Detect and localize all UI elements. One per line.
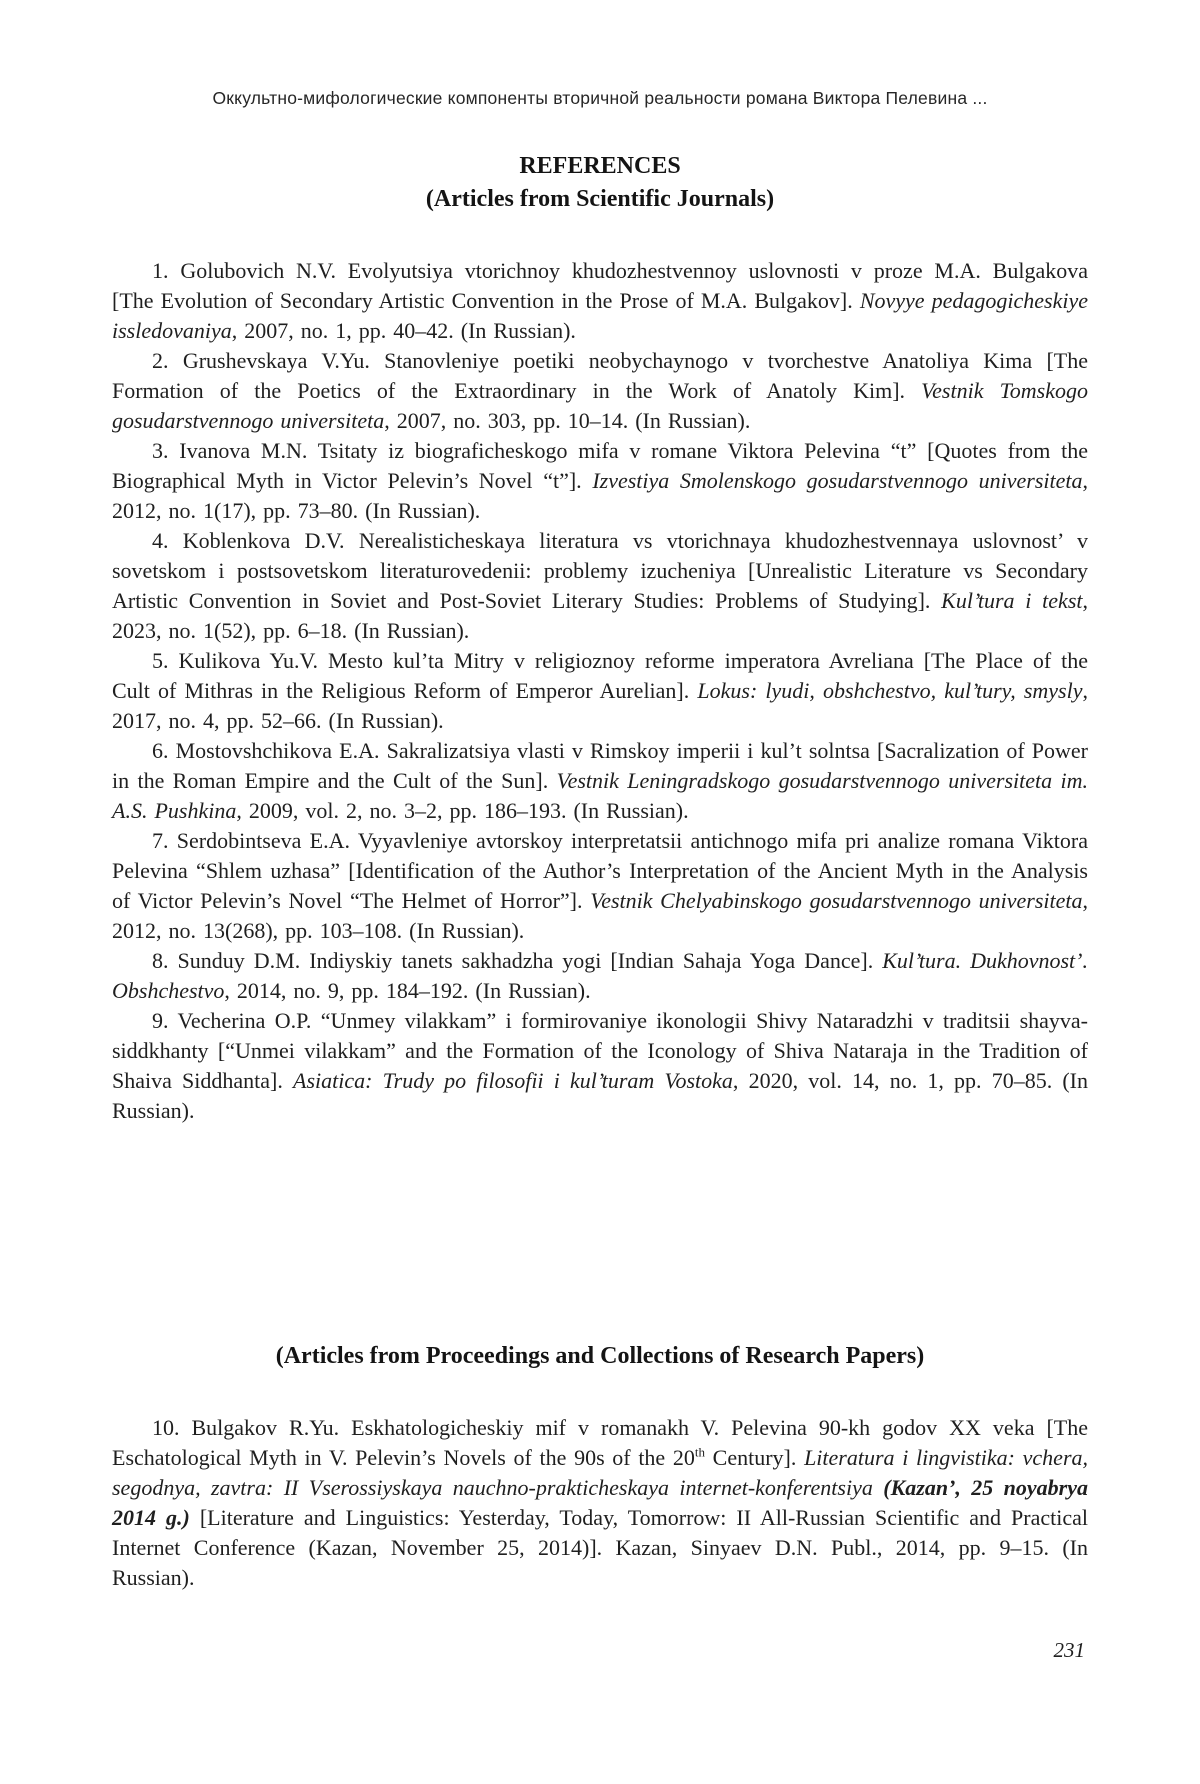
reference-item: [112, 826, 1088, 946]
reference-segment: 5. Kulikova Yu.V. Mesto kul’ta Mitry v religioznoy reforme imperatora Avreliana [The Place of the Cult of Mithras in the Religious Reform of Emperor Aurelian].: [112, 648, 1088, 703]
reference-item: [112, 646, 1088, 736]
section-title: (Articles from Scientific Journals): [425, 186, 775, 212]
running-header: Оккультно-мифологические компоненты вторичной реальности романа Виктора Пелевина ...: [212, 88, 988, 108]
reference-segment: Asiatica: Trudy po filosofii i kul’turam Vostoka: [293, 1068, 733, 1093]
reference-item: [112, 1006, 1088, 1126]
section-title-block: [112, 1340, 1088, 1373]
reference-item: [112, 436, 1088, 526]
page-number: 231: [1053, 1638, 1085, 1662]
reference-segment: Kul’tura i tekst: [941, 588, 1083, 613]
reference-segment: 1. Golubovich N.V. Evolyutsiya vtorichnoy khudozhestvennoy uslovnosti v proze M.A. Bulgakova [The Evolution of Secondary Artistic Convention in the Prose of M.A. Bulgakov].: [112, 258, 1088, 313]
reference-segment: Vestnik Tomskogo gosudarstvennogo universiteta: [112, 378, 1089, 433]
reference-segment: 7. Serdobintseva E.A. Vyyavleniye avtorskoy interpretatsii antichnogo mifa pri analize romana Viktora Pelevina “Shlem uzhasa” [Identification of the Author’s Interpretation of the Ancient Myth in the Analysis of Victor Pelevin’s Novel “The Helmet of Horror”].: [112, 828, 1088, 913]
section-title: REFERENCES: [519, 153, 681, 179]
reference-segment: , 2007, no. 303, pp. 10–14. (In Russian).: [384, 408, 751, 433]
reference-segment: Vestnik Leningradskogo gosudarstvennogo universiteta im. A.S. Pushkina: [112, 768, 1088, 823]
reference-item: [112, 736, 1088, 826]
reference-segment: (Kazan’, 25 noyabrya 2014 g.): [112, 1475, 1089, 1530]
section-title-block: [112, 150, 1088, 216]
reference-item: [112, 256, 1088, 346]
reference-segment: 8. Sunduy D.M. Indiyskiy tanets sakhadzha yogi [Indian Sahaja Yoga Dance].: [152, 948, 883, 973]
reference-segment: , 2012, no. 1(17), pp. 73–80. (In Russian).: [112, 468, 1088, 523]
reference-item: [112, 946, 1088, 1006]
references-section: [112, 150, 1088, 1126]
reference-segment: Century].: [705, 1445, 805, 1470]
reference-segment: 2. Grushevskaya V.Yu. Stanovleniye poetiki neobychaynogo v tvorchestve Anatoliya Kima [The Formation of the Poetics of the Extraordinary in the Work of Anatoly Kim].: [112, 348, 1088, 403]
reference-item: [112, 346, 1088, 436]
reference-segment: 3. Ivanova M.N. Tsitaty iz biograficheskogo mifa v romane Viktora Pelevina “t” [Quotes from the Biographical Myth in Victor Pelevin’s Novel “t”].: [112, 438, 1088, 493]
reference-segment: , 2007, no. 1, pp. 40–42. (In Russian).: [231, 318, 576, 343]
references-section: [112, 1340, 1088, 1593]
reference-segment: 9. Vecherina O.P. “Unmey vilakkam” i formirovaniye ikonologii Shivy Nataradzhi v traditsii shayva-siddkhanty [“Unmei vilakkam” and the Formation of the Iconology of Shiva Nataraja in the Tradition of Shaiva Siddhanta].: [112, 1008, 1088, 1093]
reference-segment: 6. Mostovshchikova E.A. Sakralizatsiya vlasti v Rimskoy imperii i kul’t solntsa [Sacralization of Power in the Roman Empire and the Cult of the Sun].: [112, 738, 1088, 793]
section-title: (Articles from Proceedings and Collections of Research Papers): [275, 1343, 925, 1369]
reference-segment: Kul’tura. Dukhovnost’. Obshchestvo: [112, 948, 1088, 1003]
reference-segment: , 2014, no. 9, pp. 184–192. (In Russian).: [224, 978, 591, 1003]
reference-segment: , 2009, vol. 2, no. 3–2, pp. 186–193. (In Russian).: [236, 798, 689, 823]
reference-segment: Literatura i lingvistika: vchera, segodnya, zavtra: II Vserossiyskaya nauchno-prakticheskaya internet-konferentsiya: [112, 1445, 1089, 1500]
reference-item: [112, 1413, 1088, 1593]
reference-segment: th: [694, 1444, 705, 1460]
reference-segment: Lokus: lyudi, obshchestvo, kul’tury, smysly: [697, 678, 1083, 703]
reference-segment: Vestnik Chelyabinskogo gosudarstvennogo universiteta: [590, 888, 1083, 913]
reference-segment: , 2012, no. 13(268), pp. 103–108. (In Russian).: [112, 888, 1088, 943]
reference-item: [112, 526, 1088, 646]
reference-segment: 10. Bulgakov R.Yu. Eskhatologicheskiy mif v romanakh V. Pelevina 90-kh godov XX veka [The Eschatological Myth in V. Pelevin’s Novels of the 90s of the 20: [112, 1415, 1088, 1470]
reference-segment: , 2020, vol. 14, no. 1, pp. 70–85. (In Russian).: [112, 1068, 1089, 1123]
reference-segment: , 2017, no. 4, pp. 52–66. (In Russian).: [112, 678, 1088, 733]
reference-segment: Izvestiya Smolenskogo gosudarstvennogo universiteta: [592, 468, 1083, 493]
reference-segment: [Literature and Linguistics: Yesterday, Today, Tomorrow: II All-Russian Scientific and Practical Internet Conference (Kazan, November 25, 2014)]. Kazan, Sinyaev D.N. Publ., 2014, pp. 9–15. (In Russian).: [112, 1505, 1089, 1590]
reference-segment: , 2023, no. 1(52), pp. 6–18. (In Russian).: [112, 588, 1088, 643]
reference-segment: Novyye pedagogicheskiye issledovaniya: [112, 288, 1088, 343]
reference-segment: 4. Koblenkova D.V. Nerealisticheskaya literatura vs vtorichnaya khudozhestvennaya uslovnost’ v sovetskom i postsovetskom literaturovedenii: problemy izucheniya [Unrealistic Literature vs Secondary Artistic Convention in Soviet and Post-Soviet Literary Studies: Problems of Studying].: [112, 528, 1088, 613]
